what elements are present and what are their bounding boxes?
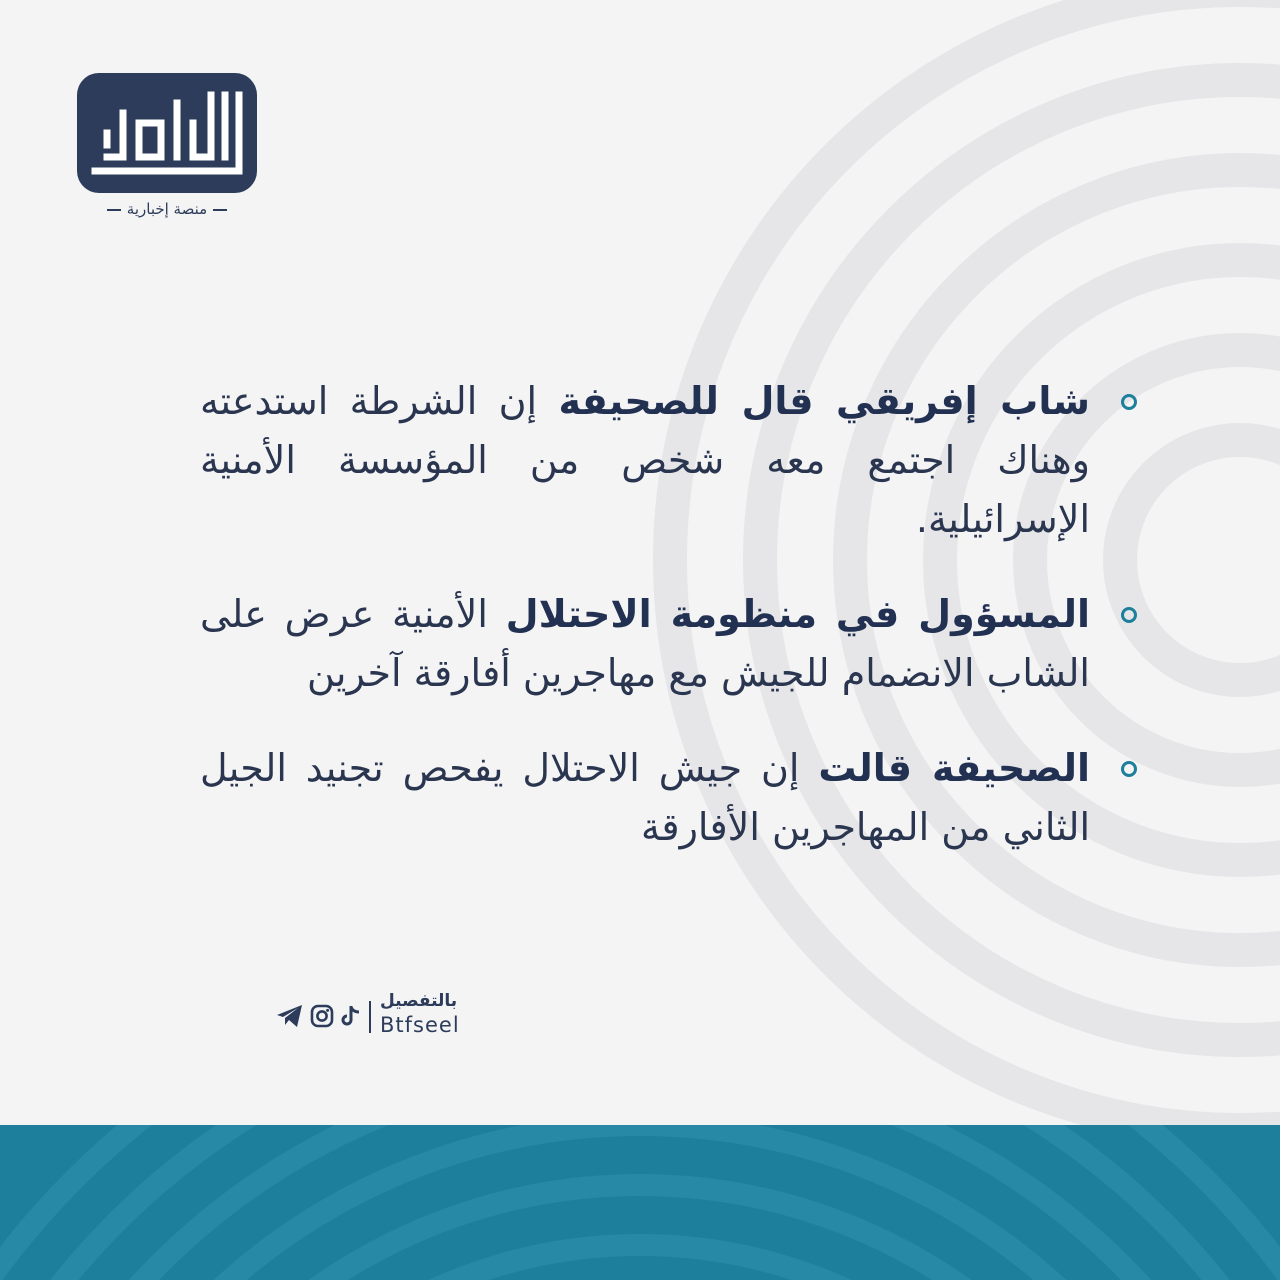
logo-mark-icon	[77, 73, 257, 193]
brand-name-en: Btfseel	[380, 1013, 460, 1037]
item-highlight: المسؤول في منظومة الاحتلال	[505, 592, 1090, 636]
social-icons	[276, 1003, 362, 1029]
item-highlight: شاب إفريقي قال للصحيفة	[558, 379, 1090, 423]
item-text: إن الشرطة استدعته وهناك اجتمع معه شخص من المؤسسة الأمنية الإسرائيلية.	[200, 379, 1090, 541]
list-item	[200, 739, 1090, 857]
item-highlight: الصحيفة قالت	[818, 746, 1091, 790]
logo-tagline: منصة إخبارية	[77, 200, 257, 218]
item-text: الأمنية عرض على الشاب الانضمام للجيش مع مهاجرين أفارقة آخرين	[200, 592, 1090, 695]
item-text: إن جيش الاحتلال يفحص تجنيد الجيل الثاني من المهاجرين الأفارقة	[200, 746, 1090, 849]
bullet-icon	[1121, 394, 1137, 410]
bullet-icon	[1121, 607, 1137, 623]
news-points	[200, 372, 1090, 893]
list-item	[200, 585, 1090, 703]
tiktok-icon[interactable]	[340, 1004, 362, 1028]
list-item	[200, 372, 1090, 549]
bullet-icon	[1121, 761, 1137, 777]
instagram-icon[interactable]	[310, 1004, 334, 1028]
band-pattern	[0, 1125, 1280, 1280]
footer-divider	[369, 1001, 371, 1033]
brand-logo	[77, 73, 257, 193]
bottom-band	[0, 1125, 1280, 1280]
telegram-icon[interactable]	[276, 1003, 304, 1029]
brand-name-ar: بالتفصيل	[380, 991, 458, 1011]
